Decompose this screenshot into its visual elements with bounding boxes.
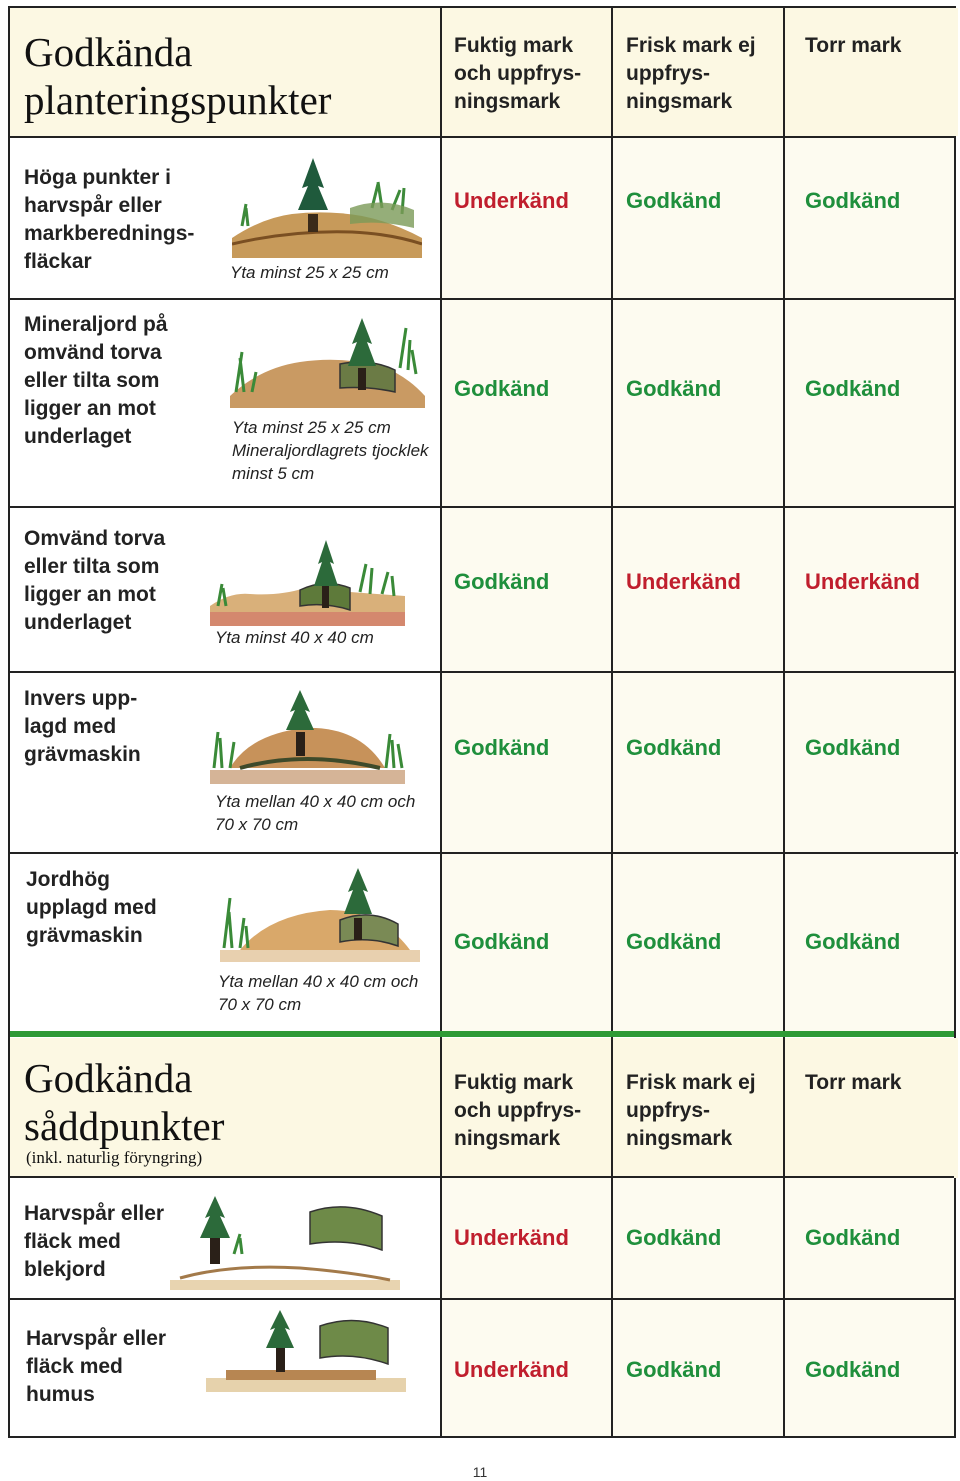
verdict-row3-fresh: Underkänd (626, 569, 741, 594)
sow-verdict-row1-moist: Underkänd (454, 1225, 569, 1250)
verdict-row1-moist: Underkänd (454, 188, 569, 213)
row-divider (10, 671, 954, 673)
row-label-inverted-turf: Omvänd torva eller tilta som ligger an mot underlaget (24, 527, 166, 634)
inverted-turf-illustration (210, 536, 405, 626)
verdict-row2-fresh: Godkänd (626, 376, 722, 401)
caption-row-1: Yta minst 25 x 25 cm (230, 263, 389, 282)
row-divider (10, 1176, 954, 1178)
verdict-row4-moist: Godkänd (454, 735, 550, 760)
verdict-row1-dry: Godkänd (805, 188, 901, 213)
caption-row-2: Yta minst 25 x 25 cm Mineraljordlagrets tjocklek minst 5 cm (232, 418, 429, 483)
row-label-humus: Harvspår eller fläck med humus (26, 1327, 167, 1406)
verdict-area-bg-2 (442, 1178, 954, 1436)
section-divider-green (10, 1031, 954, 1037)
verdict-row5-moist: Godkänd (454, 929, 550, 954)
col-divider-3 (783, 8, 785, 1436)
row-divider (10, 1298, 954, 1300)
sowing-subtitle: (inkl. naturlig föryngring) (26, 1148, 203, 1167)
caption-row-4: Yta mellan 40 x 40 cm och 70 x 70 cm (215, 792, 416, 834)
verdict-row2-moist: Godkänd (454, 376, 550, 401)
caption-row-3: Yta minst 40 x 40 cm (215, 628, 374, 647)
humus-illustration (206, 1308, 406, 1394)
sow-verdict-row1-dry: Godkänd (805, 1225, 901, 1250)
sowing-title (24, 1054, 434, 1150)
row-label-bleached-soil: Harvspår eller fläck med blekjord (24, 1202, 165, 1281)
sowing-title-line2: såddpunkter (24, 1103, 225, 1149)
row-label-mineral-soil: Mineraljord på omvänd torva eller tilta som ligger an mot underlaget (24, 313, 168, 448)
bleached-soil-illustration (170, 1192, 400, 1292)
sowing-column-header-moist: Fuktig mark och uppfrys-ningsmark (454, 1071, 582, 1150)
verdict-row4-fresh: Godkänd (626, 735, 722, 760)
mound-spruce-illustration (232, 148, 422, 258)
mineral-soil-illustration (230, 308, 425, 408)
verdict-row5-dry: Godkänd (805, 929, 901, 954)
row-divider (10, 506, 954, 508)
inverted-excavator-illustration (210, 688, 405, 788)
verdict-row2-dry: Godkänd (805, 376, 901, 401)
col-divider-2 (611, 8, 613, 1436)
row-divider (10, 136, 954, 138)
row-label-inverse-excavator: Invers upp-lagd med grävmaskin (24, 687, 141, 766)
column-header-dry: Torr mark (805, 34, 902, 57)
approval-table (8, 6, 956, 1438)
sow-verdict-row2-fresh: Godkänd (626, 1357, 722, 1382)
sow-verdict-row1-fresh: Godkänd (626, 1225, 722, 1250)
verdict-row3-moist: Godkänd (454, 569, 550, 594)
row-label-high-points: Höga punkter i harvspår eller markberednings-fläckar (24, 166, 195, 273)
column-header-fresh: Frisk mark ej uppfrys-ningsmark (626, 34, 756, 113)
row-divider (10, 298, 954, 300)
verdict-row1-fresh: Godkänd (626, 188, 722, 213)
verdict-row4-dry: Godkänd (805, 735, 901, 760)
sowing-title-line1: Godkända (24, 1055, 193, 1101)
caption-row-5: Yta mellan 40 x 40 cm och 70 x 70 cm (218, 972, 419, 1014)
sowing-column-header-dry: Torr mark (805, 1071, 902, 1094)
sow-verdict-row2-dry: Godkänd (805, 1357, 901, 1382)
column-header-moist: Fuktig mark och uppfrys-ningsmark (454, 34, 582, 113)
row-label-soil-heap: Jordhög upplagd med grävmaskin (26, 868, 157, 947)
soil-heap-illustration (220, 864, 420, 964)
col-divider-1 (440, 8, 442, 1436)
planting-title (24, 28, 434, 124)
sowing-column-header-fresh: Frisk mark ej uppfrys-ningsmark (626, 1071, 756, 1150)
planting-title-line1: Godkända (24, 29, 193, 75)
planting-title-line2: planteringspunkter (24, 77, 332, 123)
row-divider (10, 852, 958, 854)
sow-verdict-row2-moist: Underkänd (454, 1357, 569, 1382)
page-number: 11 (472, 1464, 488, 1480)
verdict-row3-dry: Underkänd (805, 569, 920, 594)
verdict-row5-fresh: Godkänd (626, 929, 722, 954)
